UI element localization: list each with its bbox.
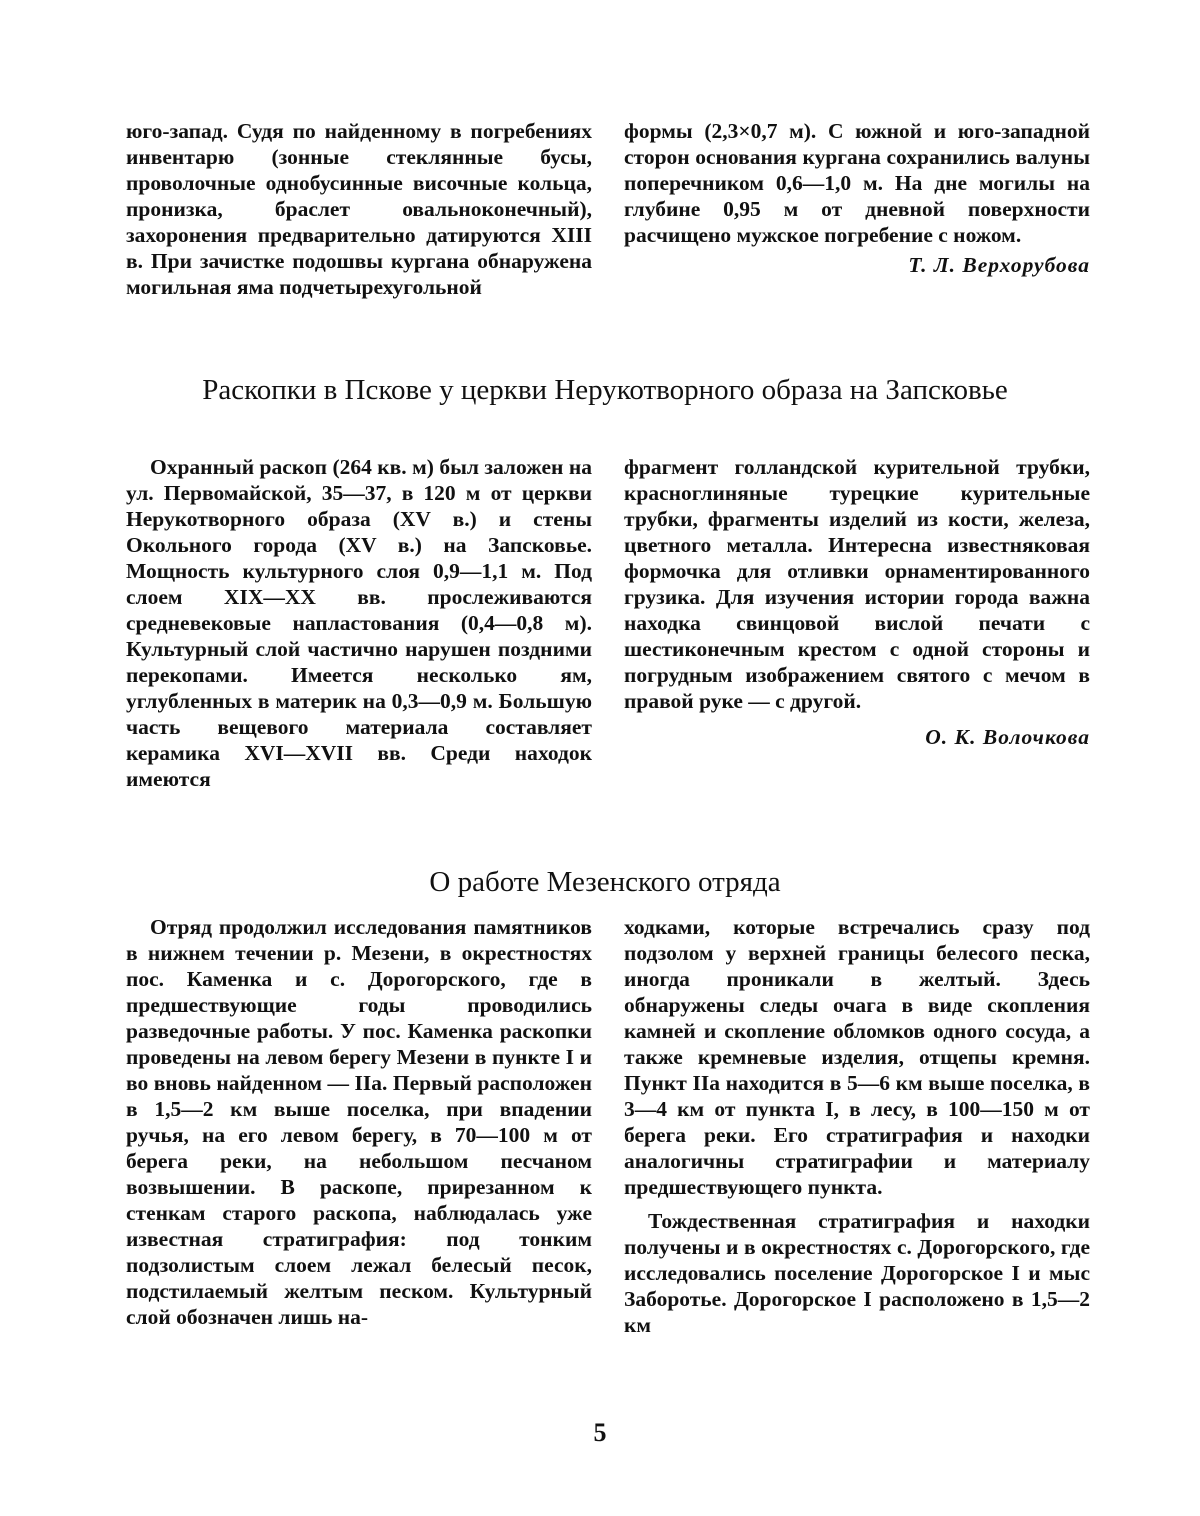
section-1-columns [126,118,1090,300]
section-1-right-column [624,118,1090,300]
section-3-left-column [126,914,592,1338]
page-number: 5 [593,1418,607,1447]
section-2-title: Раскопки в Пскове у церкви Нерукотворного образа на Запсковье [202,374,1008,406]
paragraph: Охранный раскоп (264 кв. м) был заложен на ул. Первомайской, 35—37, в 120 м от церкви Нерукотворного образа (XV в.) и стены Окольного города (XV в.) на Запсковье. Мощность культурного слоя 0,9—1,1 м. Под слоем XIX—XX вв. прослеживаются средневековые напластования (0,4—0,8 м). Культурный слой частично нарушен поздними перекопами. Имеется несколько ям, углубленных в материк на 0,3—0,9 м. Большую часть вещевого материала составляет керамика XVI—XVII вв. Среди находок имеются [126,455,592,791]
paragraph: формы (2,3×0,7 м). С южной и юго-западной сторон основания кургана сохранились валуны поперечником 0,6—1,0 м. На дне могилы на глубине 0,95 м от дневной поверхности расчищено мужское погребение с ножом. [624,119,1090,247]
author-signature: Т. Л. Верхорубова [908,253,1090,277]
section-1-left-column [126,118,592,300]
paragraph: ходками, которые встречались сразу под подзолом у верхней границы белесого песка, иногда проникали в желтый. Здесь обнаружены следы очага в виде скопления камней и скопление обломков одного сосуда, а также кремневые изделия, отщепы кремня. Пункт IIа находится в 5—6 км выше поселка, в 3—4 км от пункта I, в лесу, в 100—150 м от берега реки. Его стратиграфия и находки аналогичны стратиграфии и материалу предшествующего пункта. [624,915,1090,1199]
paragraph: юго-запад. Судя по найденному в погребениях инвентарю (зонные стеклянные бусы, проволочные однобусинные височные кольца, пронизка, браслет овальноконечный), захоронения предварительно датируются XIII в. При зачистке подошвы кургана обнаружена могильная яма подчетырехугольной [126,119,592,299]
paragraph: Отряд продолжил исследования памятников в нижнем течении р. Мезени, в окрестностях пос. Каменка и с. Дорогорского, где в предшествующие годы проводились разведочные работы. У пос. Каменка раскопки проведены на левом берегу Мезени в пункте I и во вновь найденном — IIа. Первый расположен в 1,5—2 км выше поселка, при впадении ручья, на его левом берегу, в 70—100 м от берега реки, на небольшом песчаном возвышении. В раскопе, прирезанном к стенкам старого раскопа, наблюдалась уже известная стратиграфия: под тонким подзолистым слоем лежал белесый песок, подстилаемый желтым песком. Культурный слой обозначен лишь на- [126,915,592,1329]
section-2-right-column [624,454,1090,792]
section-3-title: О работе Мезенского отряда [429,866,781,898]
section-3-columns [126,914,1090,1338]
paragraph: фрагмент голландской курительной трубки, красноглиняные турецкие курительные трубки, фрагменты изделий из кости, железа, цветного металла. Интересна известняковая формочка для отливки орнаментированного грузика. Для изучения истории города важна находка свинцовой вислой печати с шестиконечным крестом с одной стороны и погрудным изображением святого с мечом в правой руке — с другой. [624,455,1090,713]
section-2-columns [126,454,1090,792]
section-2-left-column [126,454,592,792]
paragraph: Тождественная стратиграфия и находки получены и в окрестностях с. Дорогорского, где исследовались поселение Дорогорское I и мыс Заборотье. Дорогорское I расположено в 1,5—2 км [624,1209,1090,1337]
section-3-right-column [624,914,1090,1338]
author-signature: О. К. Волочкова [925,725,1090,749]
